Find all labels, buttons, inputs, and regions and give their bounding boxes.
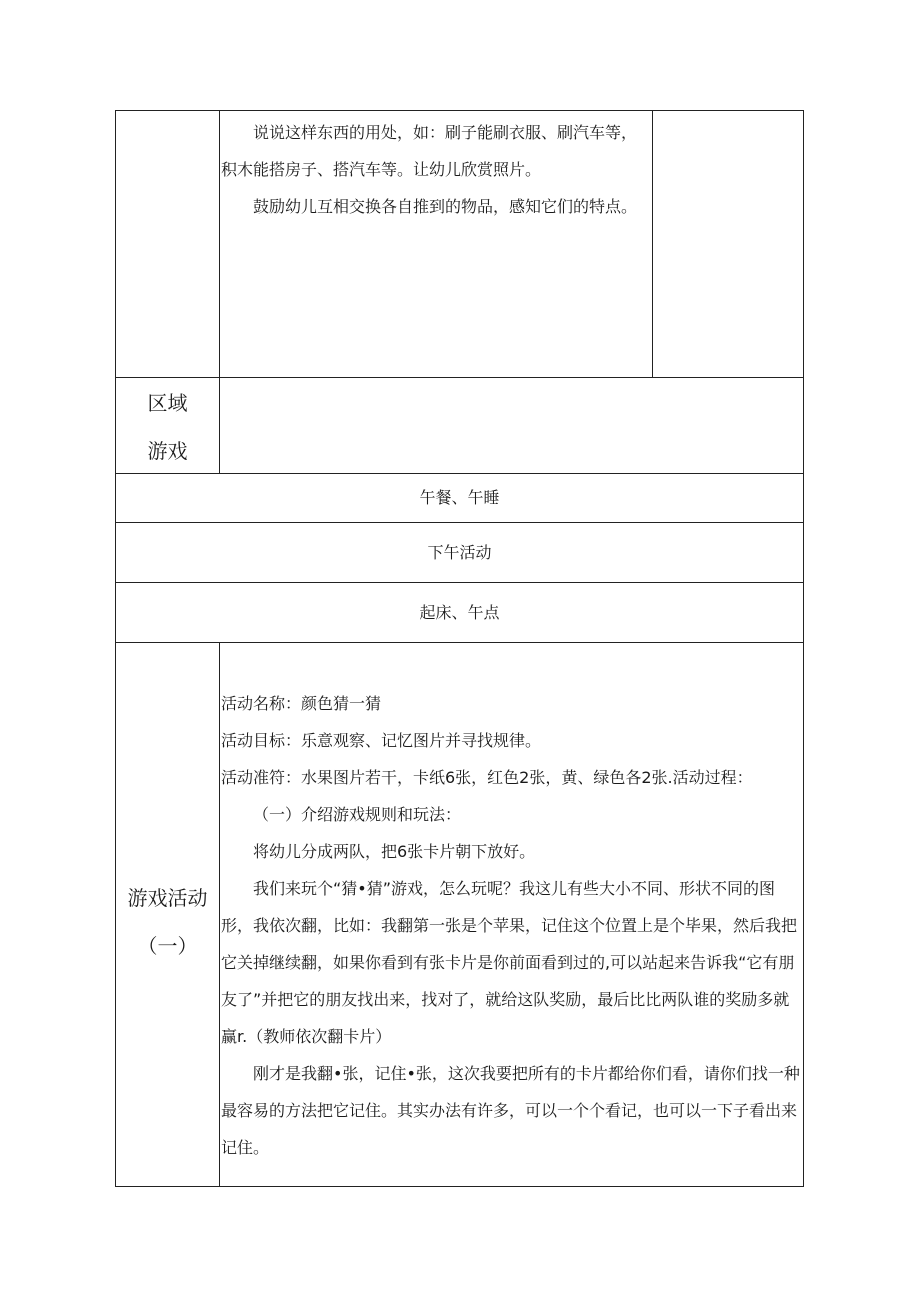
paragraph: 刚才是我翻•张，记住•张，这次我要把所有的卡片都给你们看，请你们找一种最容易的方法把它记住。其实办法有许多，可以一个个看记，也可以一下子看出来记住。 — [221, 1064, 800, 1157]
column-divider — [219, 110, 220, 378]
column-divider — [652, 110, 653, 378]
paragraph: 说说这样东西的用处，如：刷子能刷衣服、刷汽车等，积木能搭房子、搭汽车等。让幼儿欣赏照片。 — [221, 123, 638, 179]
table-border-left — [115, 110, 116, 1187]
lunch-row — [116, 474, 803, 522]
paragraph: 我们来玩个“猜•猜”游戏，怎么玩呢？我这儿有些大小不同、形状不同的图形，我依次翻，比如：我翻第一张是个苹果，记住这个位置上是个毕果，然后我把它关掉继续翻，如果你看到有张卡片是你前面看到过的,可以站起来告诉我“它有朋友了”并把它的朋友找出来，找对了，就给这队奖励，最后比比两队谁的奖励多就赢r.（教师依次翻卡片） — [221, 879, 798, 1046]
activity-prep: 活动准符：水果图片若干，卡纸6张，红色2张，黄、绿色各2张.活动过程： — [221, 768, 753, 787]
wakeup-row — [116, 583, 803, 642]
table-border-right — [803, 110, 804, 1187]
paragraph: 鼓励幼儿互相交换各自推到的物品，感知它们的特点。 — [253, 197, 638, 216]
game-activity-label — [116, 874, 219, 970]
label-line: 区域 — [147, 391, 188, 415]
activity-goal: 活动目标：乐意观察、记忆图片并寻找规律。 — [221, 731, 542, 750]
row-text: 下午活动 — [427, 543, 492, 562]
paragraph: 将幼儿分成两队，把6张卡片朝下放好。 — [253, 842, 536, 861]
activity-step: （一）介绍游戏规则和玩法： — [253, 805, 462, 824]
afternoon-row — [116, 523, 803, 582]
activity-name: 活动名称：颜色猜一猜 — [221, 694, 382, 713]
label-line: 游戏活动 — [127, 886, 208, 910]
game-activity-content — [221, 685, 801, 1166]
top-row-content — [221, 114, 649, 225]
row-text: 午餐、午睡 — [419, 488, 500, 507]
region-game-label — [116, 378, 219, 473]
row-text: 起床、午点 — [419, 603, 500, 622]
column-divider — [219, 642, 220, 1187]
label-line: （一） — [137, 934, 198, 958]
column-divider — [219, 377, 220, 474]
label-line: 游戏 — [147, 439, 188, 463]
